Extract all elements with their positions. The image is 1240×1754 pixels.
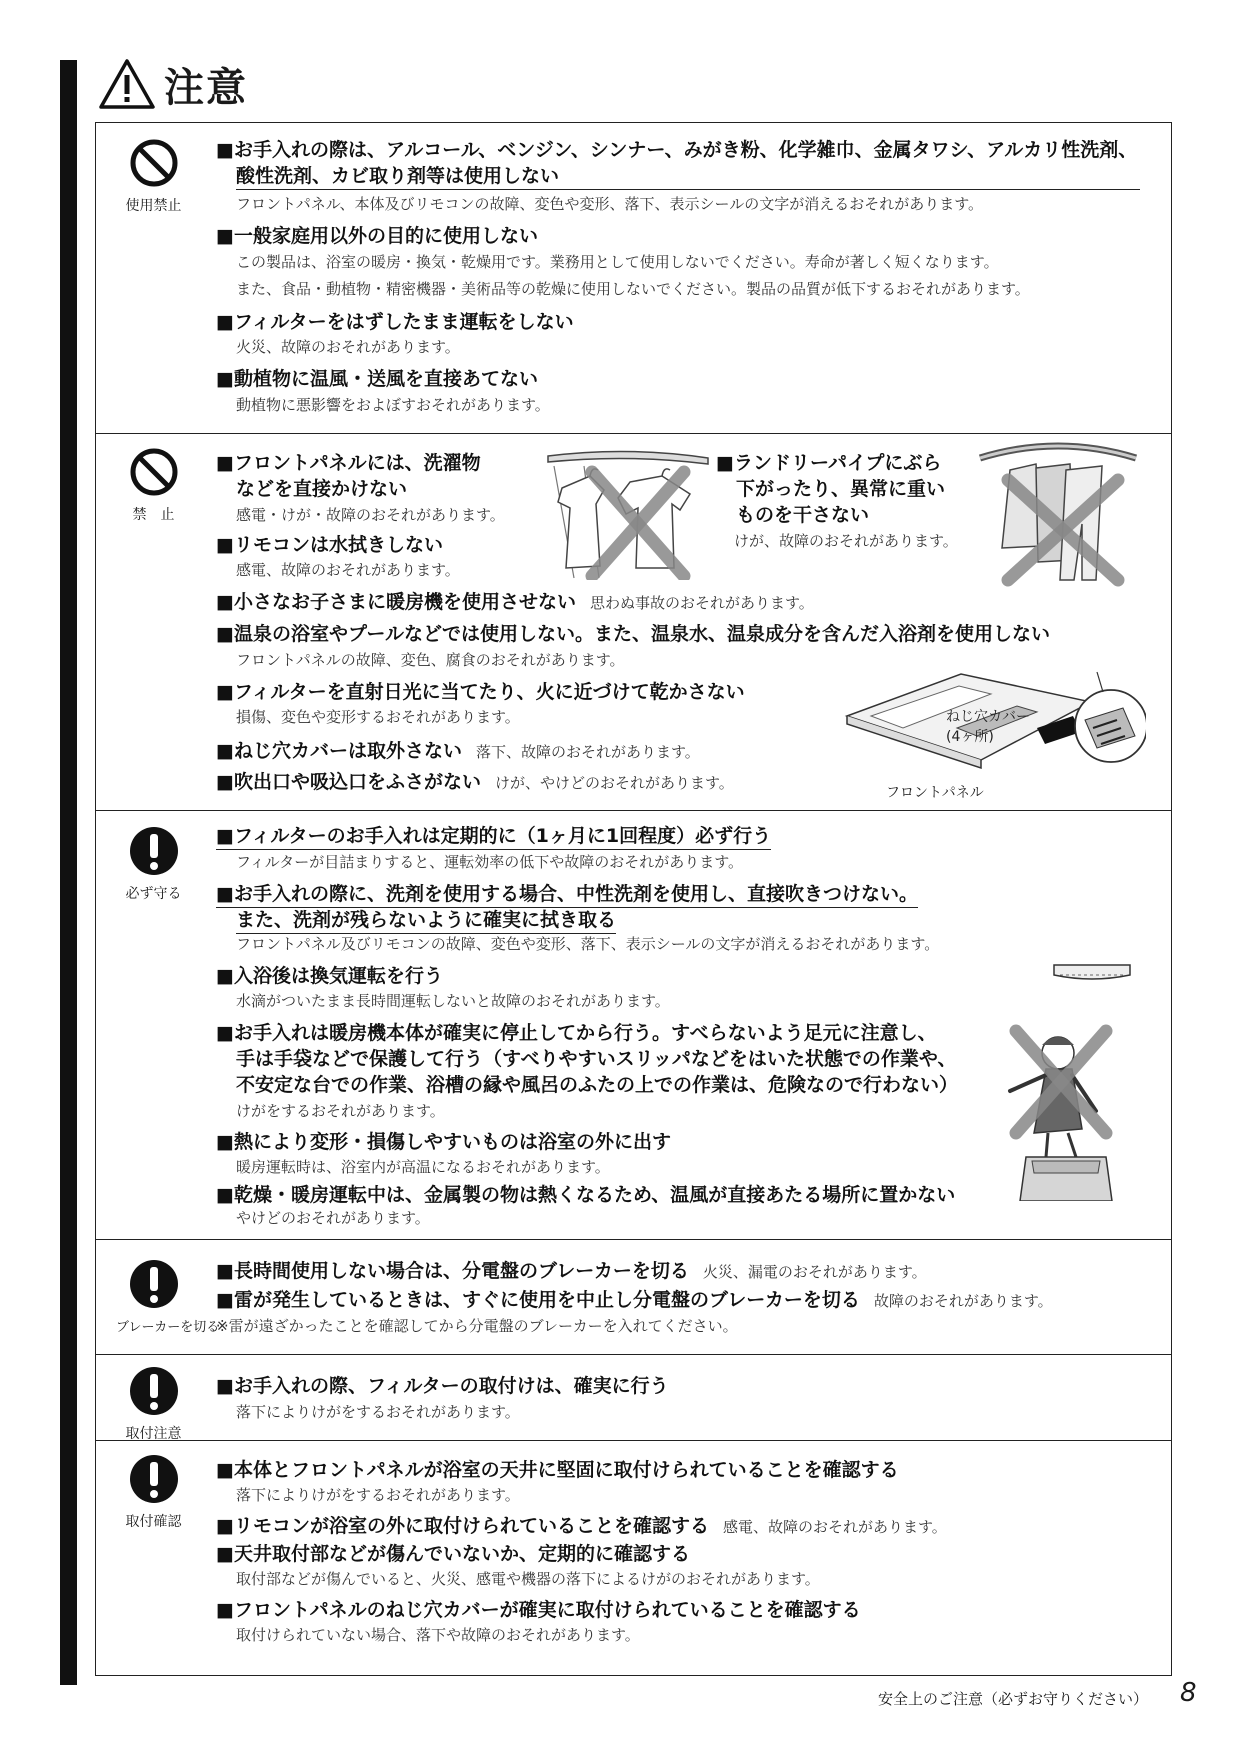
mandatory-exclamation-icon — [128, 1453, 180, 1505]
description: 落下によりけがをするおそれがあります。 — [236, 1403, 520, 1421]
mandatory-exclamation-icon — [128, 1365, 180, 1417]
description: 火災、故障のおそれがあります。 — [236, 338, 460, 356]
description: 感電、故障のおそれがあります。 — [236, 561, 460, 579]
mandatory-exclamation-icon — [128, 1258, 180, 1310]
section-breaker — [96, 1239, 1171, 1354]
note: けが、やけどのおそれがあります。 — [494, 774, 734, 792]
heading: ■フィルターのお手入れは定期的に（1ヶ月に1回程度）必ず行う — [216, 821, 771, 850]
heading: ■リモコンは水拭きしない — [216, 534, 443, 556]
description: 動植物に悪影響をおよぼすおそれがあります。 — [236, 396, 550, 414]
heading: ■フロントパネルには、洗濯物 — [216, 452, 481, 474]
description: また、食品・動植物・精密機器・美術品等の乾燥に使用しないでください。製品の品質が低下するおそれがあります。 — [236, 280, 1030, 298]
section-label: 必ず守る — [125, 886, 182, 902]
heading: 下がったり、異常に重い — [736, 478, 946, 500]
heading: ■温泉の浴室やプールなどでは使用しない。また、温泉水、温泉成分を含んだ入浴剤を使用しない — [216, 623, 1051, 645]
description: 取付けられていない場合、落下や故障のおそれがあります。 — [236, 1626, 640, 1644]
heading: などを直接かけない — [236, 478, 408, 500]
heading: ■熱により変形・損傷しやすいものは浴室の外に出す — [216, 1131, 671, 1153]
heading: ■小さなお子さまに暖房機を使用させない 思わぬ事故のおそれがあります。 — [216, 591, 814, 613]
heading: ものを干さない — [736, 504, 870, 526]
footnote: ※雷が遠ざかったことを確認してから分電盤のブレーカーを入れてください。 — [216, 1317, 738, 1335]
heading: ■長時間使用しない場合は、分電盤のブレーカーを切る 火災、漏電のおそれがあります。 — [216, 1260, 927, 1282]
side-bar — [60, 60, 77, 1685]
note: 思わぬ事故のおそれがあります。 — [589, 594, 814, 612]
heading: 手は手袋などで保護して行う（すべりやすいスリッパなどをはいた状態での作業や、 — [236, 1048, 957, 1070]
section-label: 使用禁止 — [125, 198, 182, 214]
heading: ■フロントパネルのねじ穴カバーが確実に取付けられていることを確認する — [216, 1599, 861, 1621]
heading: ■乾燥・暖房運転中は、金属製の物は熱くなるため、温風が直接あたる場所に置かない — [216, 1184, 956, 1206]
heading: ■お手入れの際に、洗剤を使用する場合、中性洗剤を使用し、直接吹きつけない。 — [216, 879, 918, 908]
heading: 酸性洗剤、カビ取り剤等は使用しない — [236, 161, 1140, 190]
heading: ■本体とフロントパネルが浴室の天井に堅固に取付けられていることを確認する — [216, 1459, 899, 1481]
heading: ■入浴後は換気運転を行う — [216, 965, 443, 987]
description: フロントパネル、本体及びリモコンの故障、変色や変形、落下、表示シールの文字が消えるおそれがあります。 — [236, 195, 984, 213]
footer-text: 安全上のご注意（必ずお守りください） — [878, 1690, 1149, 1708]
description: フロントパネル及びリモコンの故障、変色や変形、落下、表示シールの文字が消えるおそれがあります。 — [236, 935, 940, 953]
note: 感電、故障のおそれがあります。 — [722, 1518, 947, 1536]
person-on-bathtub-illustration — [986, 961, 1156, 1201]
laundry-on-panel-illustration — [544, 448, 712, 580]
section-label: ブレーカーを切る — [116, 1320, 220, 1335]
warning-triangle-icon — [98, 58, 156, 110]
heading: ■フィルターを直射日光に当てたり、火に近づけて乾かさない — [216, 681, 745, 703]
note: 落下、故障のおそれがあります。 — [475, 743, 700, 761]
figure-label-screw-cover: ねじ穴カバー — [946, 709, 1030, 725]
heading: ■動植物に温風・送風を直接あてない — [216, 368, 538, 390]
section-label: 取付確認 — [125, 1514, 182, 1530]
heading: ■フィルターをはずしたまま運転をしない — [216, 311, 574, 333]
heading: ■天井取付部などが傷んでいないか、定期的に確認する — [216, 1543, 690, 1565]
page-title: 注意 — [164, 64, 248, 111]
heading: ■雷が発生しているときは、すぐに使用を中止し分電盤のブレーカーを切る 故障のおそれがあります。 — [216, 1289, 1053, 1311]
heading: ■ねじ穴カバーは取外さない 落下、故障のおそれがあります。 — [216, 740, 700, 762]
description: 取付部などが傷んでいると、火災、感電や機器の落下によるけがのおそれがあります。 — [236, 1570, 820, 1588]
section-prohibited — [96, 433, 1171, 810]
description: やけどのおそれがあります。 — [236, 1209, 430, 1227]
description: 水滴がついたまま長時間運転しないと故障のおそれがあります。 — [236, 992, 670, 1010]
section-mandatory — [96, 810, 1171, 1227]
description: フィルターが目詰まりすると、運転効率の低下や故障のおそれがあります。 — [236, 853, 744, 871]
description: 暖房運転時は、浴室内が高温になるおそれがあります。 — [236, 1158, 610, 1176]
description: 感電・けが・故障のおそれがあります。 — [236, 506, 505, 524]
heading: ■一般家庭用以外の目的に使用しない — [216, 225, 538, 247]
section-mount-caution — [96, 1354, 1171, 1440]
description: 損傷、変色や変形するおそれがあります。 — [236, 708, 520, 726]
heading: ■リモコンが浴室の外に取付けられていることを確認する 感電、故障のおそれがあります。 — [216, 1515, 947, 1537]
description: けが、故障のおそれがあります。 — [734, 532, 958, 550]
hanging-clothes-illustration — [978, 440, 1138, 588]
description: 落下によりけがをするおそれがあります。 — [236, 1486, 520, 1504]
section-label: 禁 止 — [132, 507, 175, 523]
note: 火災、漏電のおそれがあります。 — [702, 1263, 927, 1281]
heading: ■お手入れの際、フィルターの取付けは、確実に行う — [216, 1375, 669, 1397]
description: けがをするおそれがあります。 — [236, 1102, 445, 1120]
figure-label-count: (4ヶ所) — [946, 729, 994, 745]
prohibition-icon — [128, 446, 180, 498]
section-mount-check — [96, 1440, 1171, 1677]
prohibition-icon — [128, 137, 180, 189]
section-prohibited-use — [96, 123, 1171, 433]
page-header — [98, 54, 248, 114]
heading: 不安定な台での作業、浴槽の縁や風呂のふたの上での作業は、危険なので行わない） — [236, 1074, 959, 1096]
description: この製品は、浴室の暖房・換気・乾燥用です。業務用として使用しないでください。寿命が著しく短くなります。 — [236, 253, 999, 271]
heading: ■お手入れは暖房機本体が確実に停止してから行う。すべらないよう足元に注意し、 — [216, 1022, 937, 1044]
caution-box — [95, 122, 1172, 1676]
page-number: 8 — [1180, 1678, 1197, 1708]
note: 故障のおそれがあります。 — [873, 1292, 1053, 1310]
heading: ■お手入れの際は、アルコール、ベンジン、シンナー、みがき粉、化学雑巾、金属タワシ、アルカリ性洗剤、 — [216, 139, 1138, 161]
heading: また、洗剤が残らないように確実に拭き取る — [236, 905, 616, 934]
description: フロントパネルの故障、変色、腐食のおそれがあります。 — [236, 651, 625, 669]
mandatory-exclamation-icon — [128, 825, 180, 877]
heading: ■吹出口や吸込口をふさがない けが、やけどのおそれがあります。 — [216, 771, 734, 793]
section-label: 取付注意 — [125, 1426, 182, 1442]
heading: ■ランドリーパイプにぶら — [716, 452, 942, 474]
figure-label-front-panel: フロントパネル — [886, 785, 984, 801]
